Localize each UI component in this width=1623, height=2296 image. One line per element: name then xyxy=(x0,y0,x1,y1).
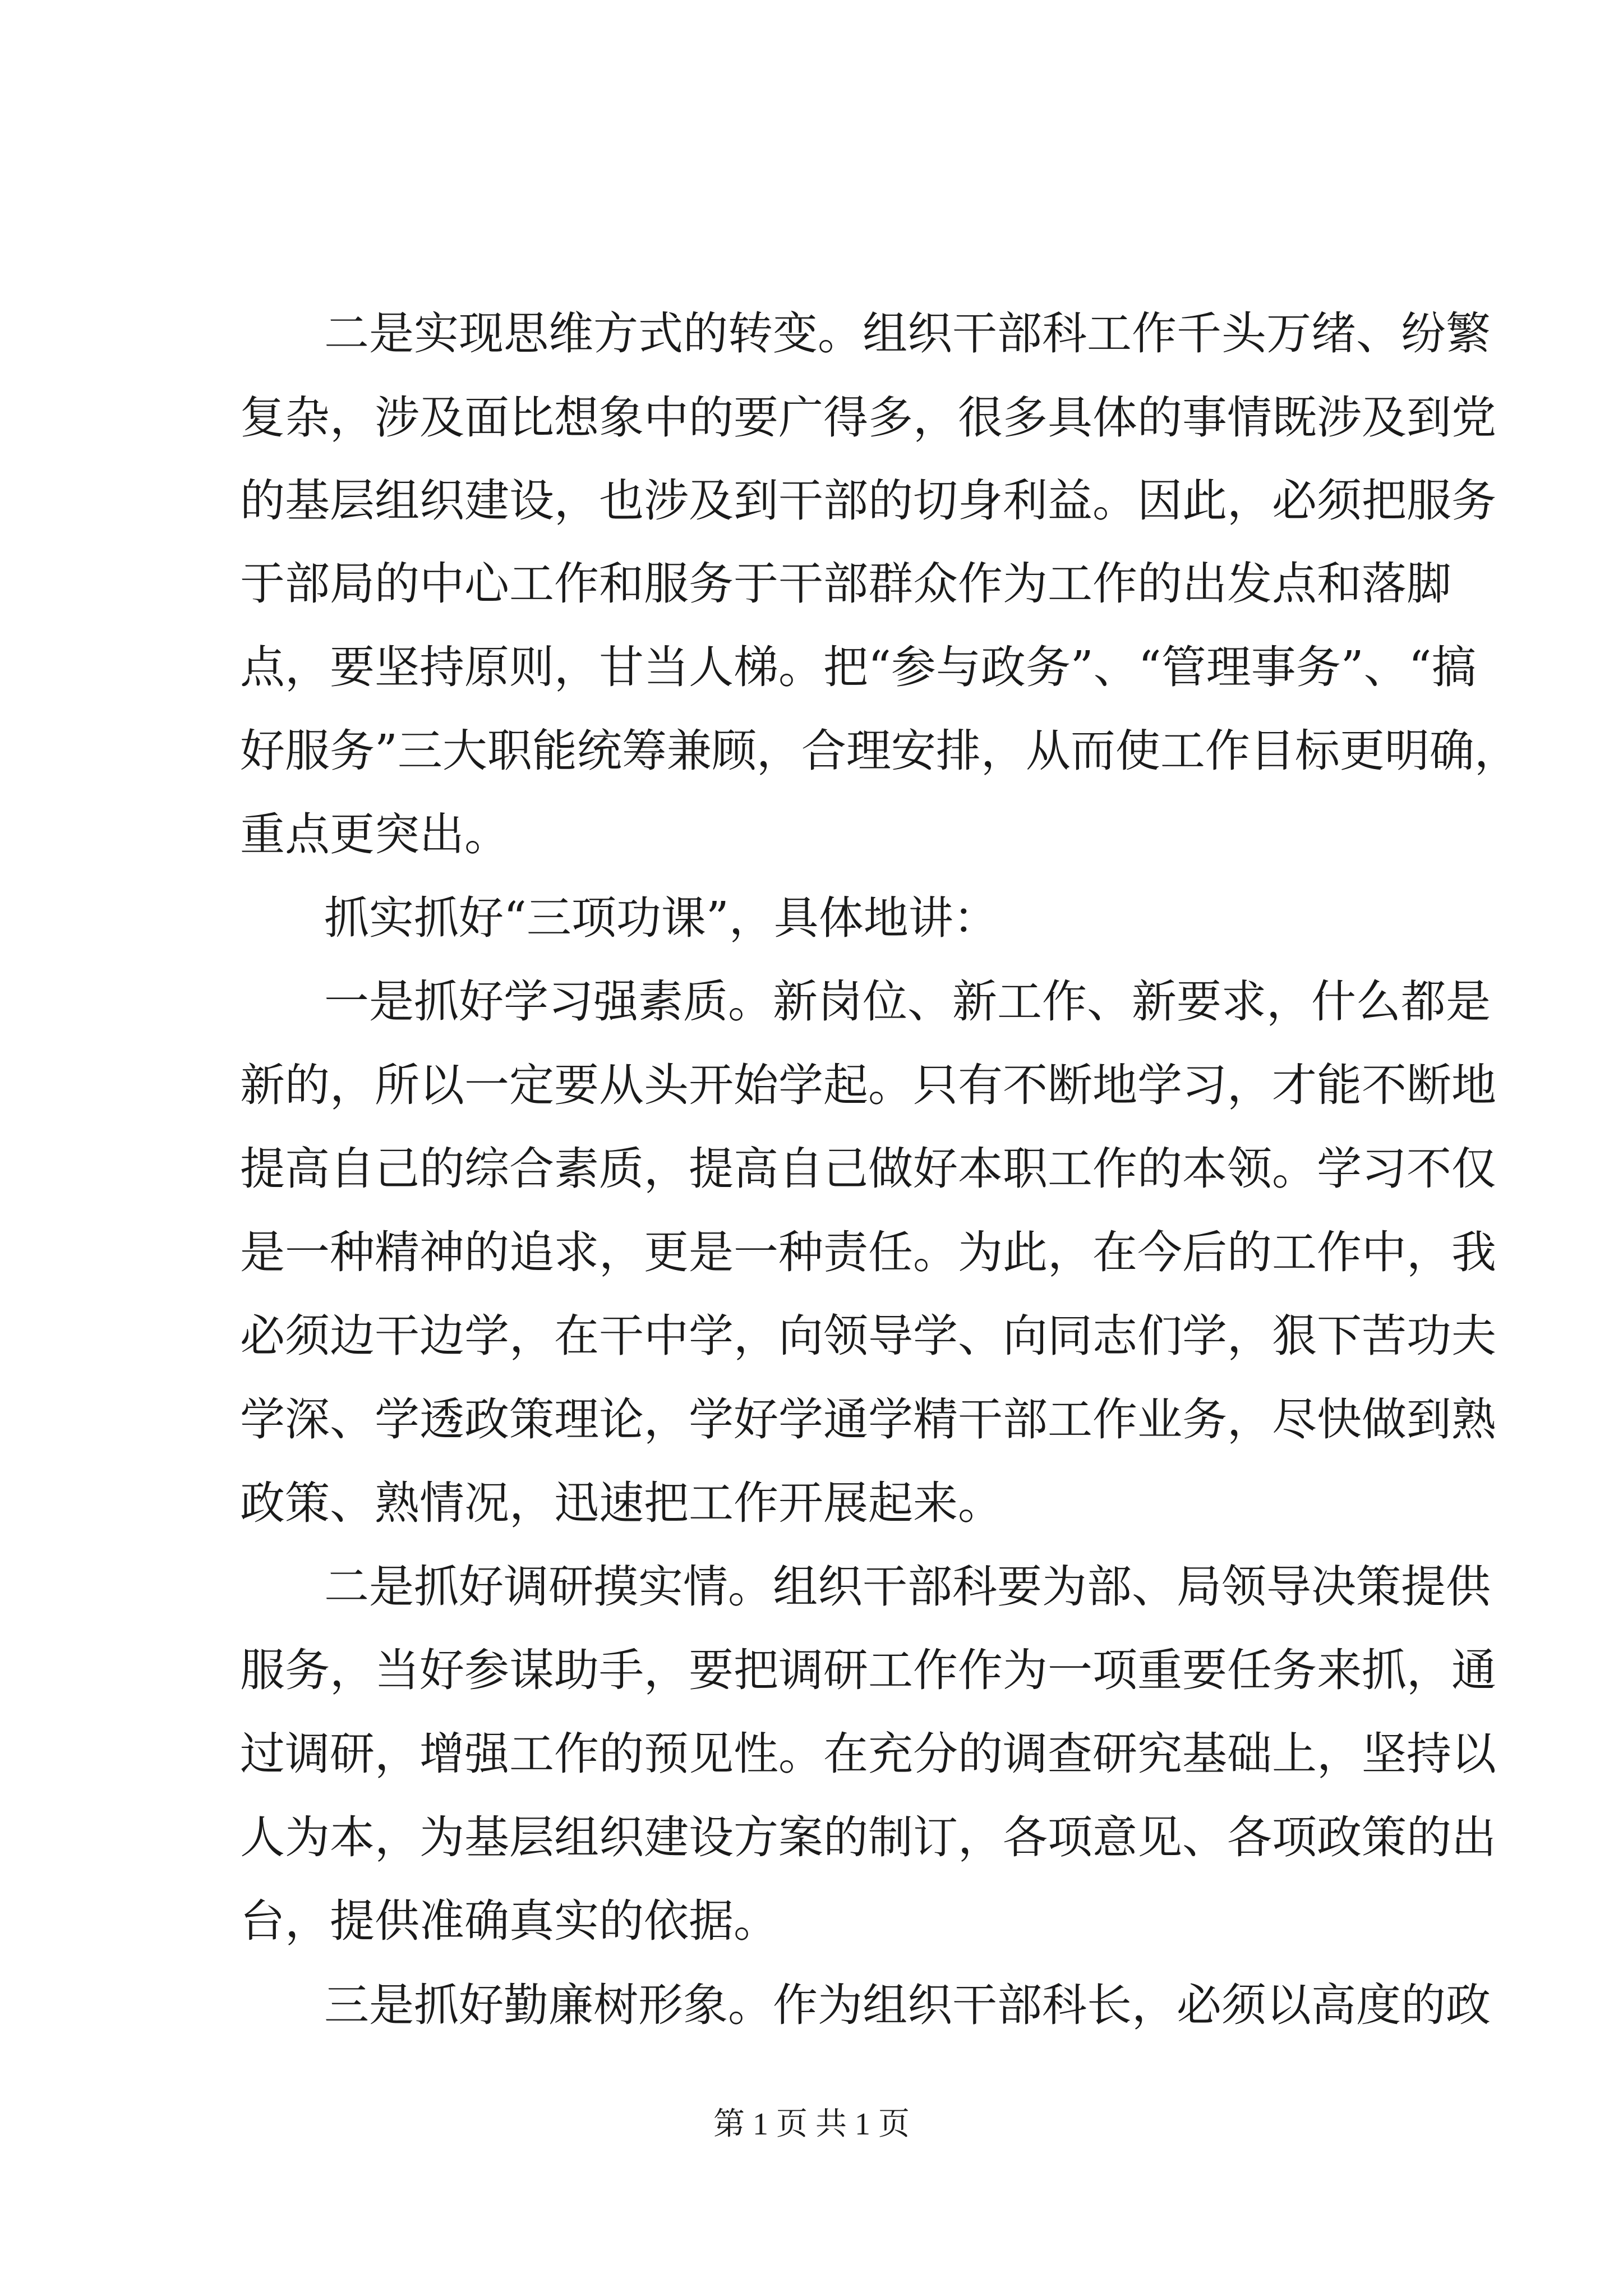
paragraph-1-line-1: 二是实现思维方式的转变。组织干部科工作千头万绪、纷繁 xyxy=(324,307,1491,360)
paragraph-4-line-5: 台，提供准确真实的依据。 xyxy=(240,1895,778,1947)
paragraph-1-line-6: 好服务”三大职能统筹兼顾，合理安排，从而使工作目标更明确， xyxy=(240,725,1519,777)
paragraph-3-line-7: 政策、熟情况，迅速把工作开展起来。 xyxy=(240,1477,1003,1529)
paragraph-2-line-1: 抓实抓好“三项功课”，具体地讲： xyxy=(324,892,998,944)
paragraph-3-line-4: 是一种精神的追求，更是一种责任。为此，在今后的工作中，我 xyxy=(240,1226,1496,1278)
paragraph-4-line-4: 人为本，为基层组织建设方案的制订，各项意见、各项政策的出 xyxy=(240,1811,1496,1864)
paragraph-3-line-2: 新的，所以一定要从头开始学起。只有不断地学习，才能不断地 xyxy=(240,1059,1496,1111)
paragraph-5-line-1: 三是抓好勤廉树形象。作为组织干部科长，必须以高度的政 xyxy=(324,1979,1491,2031)
page-footer: 第 1 页 共 1 页 xyxy=(713,2107,910,2142)
paragraph-3-line-1: 一是抓好学习强素质。新岗位、新工作、新要求，什么都是 xyxy=(324,976,1491,1028)
paragraph-4-line-2: 服务，当好参谋助手，要把调研工作作为一项重要任务来抓，通 xyxy=(240,1644,1496,1696)
paragraph-1-line-4: 于部局的中心工作和服务于干部群众作为工作的出发点和落脚 xyxy=(240,558,1451,610)
paragraph-1-line-2: 复杂，涉及面比想象中的要广得多，很多具体的事情既涉及到党 xyxy=(240,392,1496,444)
paragraph-1-line-5: 点，要坚持原则，甘当人梯。把“参与政务”、“管理事务”、“搞 xyxy=(240,641,1477,693)
paragraph-3-line-3: 提高自己的综合素质，提高自己做好本职工作的本领。学习不仅 xyxy=(240,1143,1496,1195)
paragraph-3-line-6: 学深、学透政策理论，学好学通学精干部工作业务，尽快做到熟 xyxy=(240,1393,1496,1446)
paragraph-3-line-5: 必须边干边学，在干中学，向领导学、向同志们学，狠下苦功夫 xyxy=(240,1310,1496,1362)
paragraph-4-line-1: 二是抓好调研摸实情。组织干部科要为部、局领导决策提供 xyxy=(324,1561,1491,1613)
paragraph-1-line-3: 的基层组织建设，也涉及到干部的切身利益。因此，必须把服务 xyxy=(240,475,1496,527)
paragraph-4-line-3: 过调研，增强工作的预见性。在充分的调查研究基础上，坚持以 xyxy=(240,1728,1496,1780)
paragraph-1-line-7: 重点更突出。 xyxy=(240,808,509,861)
